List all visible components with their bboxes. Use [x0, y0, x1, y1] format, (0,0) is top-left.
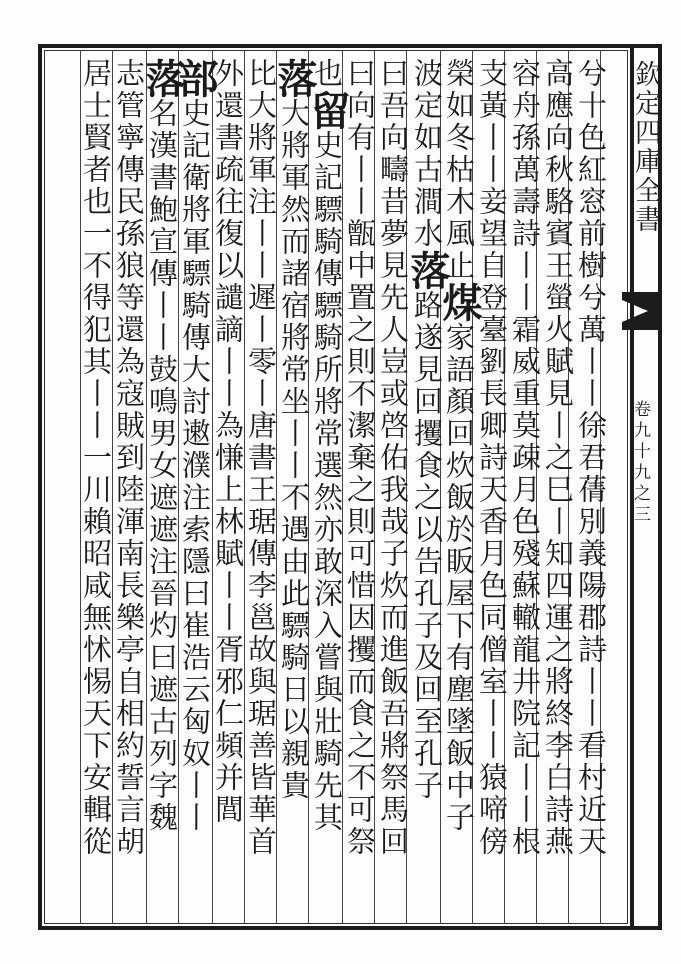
- headword: 留: [304, 90, 351, 130]
- text-column: [69, 58, 111, 918]
- headword: 落: [404, 250, 451, 290]
- column-text: 高應向秋駱賓王螢火賦見丨之巳丨知四運之將終李白詩燕: [541, 58, 575, 858]
- headword: 落: [139, 58, 186, 98]
- headword: 落: [271, 58, 318, 98]
- column-text: 兮十色紅窓前樹兮萬丨丨徐君蒨別義陽郡詩丨丨看村近天: [574, 58, 608, 858]
- column-text: 容舟孫萬壽詩丨丨霜威重莫疎月色殘蘇轍龍井院記丨丨根: [508, 58, 542, 858]
- column-text: 榮如冬枯木風止: [442, 58, 476, 282]
- column-text: 支黃丨丨妾望自登臺劉長卿詩天香月色同僧室丨丨猿啼傍: [475, 58, 509, 858]
- column-text: 路遂見回攫食之以告孔子及回至孔子: [410, 290, 444, 802]
- column-text: 史記驃騎傳驃騎所將常選然亦敢深入嘗與壯騎先其: [310, 130, 344, 834]
- column-text: 大將軍然而諸宿將常坐丨丨不遇由此驃騎日以親貴: [277, 98, 311, 802]
- column-text: 曰吾向疇昔夢見先人豈或啓佑我哉子炊而進飯吾將祭馬回: [376, 58, 410, 858]
- running-title: 欽定四庫全書: [630, 60, 661, 234]
- column-text: 家語顏回炊飯於眅屋下有塵墜飯中子: [442, 322, 476, 834]
- column-text: 比大將軍注丨丨遲丨零丨唐書王琚傳李邕故與琚善皆華首: [244, 58, 278, 858]
- headword: 部: [172, 58, 219, 98]
- headword: 煤: [436, 282, 483, 322]
- column-text: 波定如古澗水: [410, 58, 444, 250]
- column-text: 志管寧傳民孫狼等還為寇賊到陸渾南長樂亭自相約誓言胡: [112, 58, 146, 858]
- column-text: 外還書疏往復以譴謫丨丨為慊上林賦丨丨胥邪仁頻并閭: [211, 58, 245, 826]
- column-text: 也: [310, 58, 344, 90]
- running-volume: 卷九十九之三: [630, 400, 650, 526]
- column-text: 居士賢者也一不得犯其丨丨一川賴昭咸無怵惕天下安輯從: [79, 58, 113, 858]
- fish-tail-mark-icon: [622, 292, 660, 330]
- column-text: 名漢書鮑宣傳丨丨鼓鳴男女遮遮注晉灼曰遮古列字魏: [145, 98, 179, 834]
- column-text: 曰向有丨丨甑中置之則不潔棄之則可惜因攫而食之不可祭: [343, 58, 377, 858]
- column-text: 史記衛將軍驃騎傳大討遫濮注索隱曰崔浩云匈奴丨丨: [178, 98, 212, 834]
